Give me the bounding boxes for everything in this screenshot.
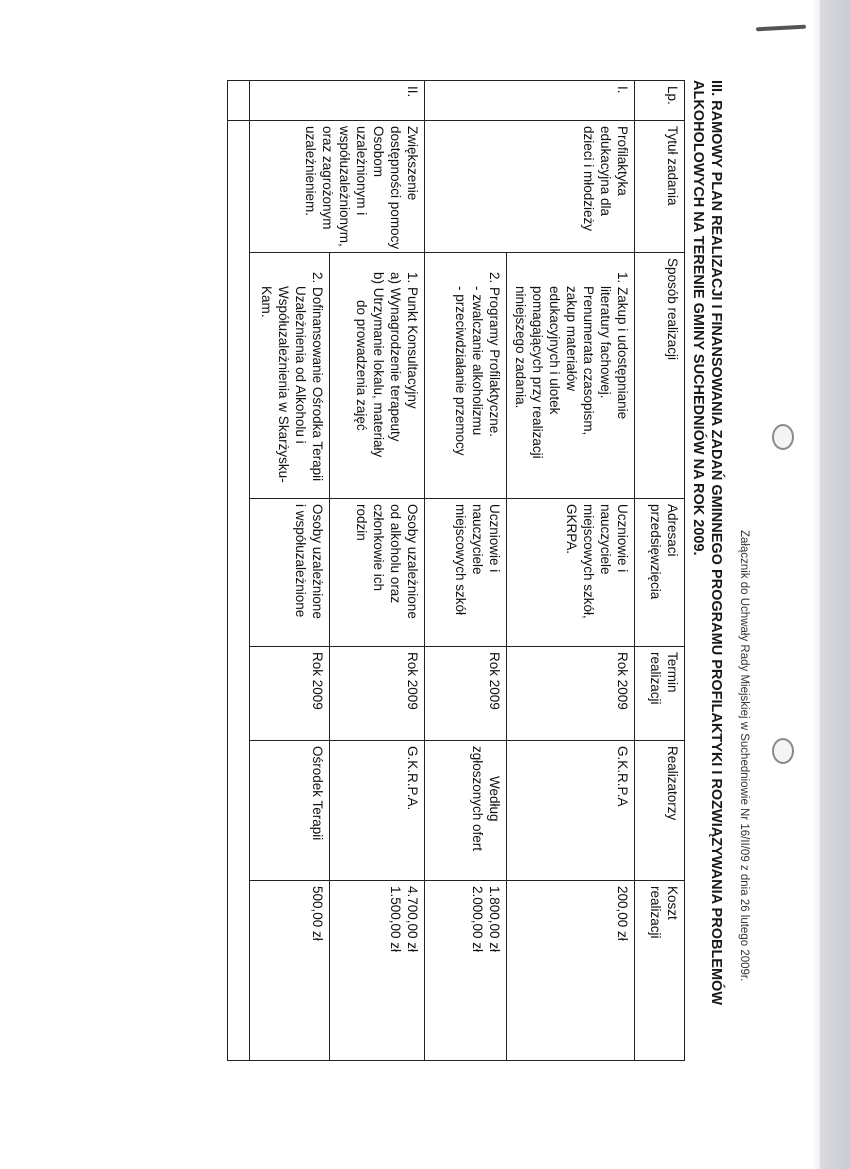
rotated-document (135, 80, 750, 1080)
row1-lp: I. (425, 81, 635, 121)
document-title (689, 80, 725, 1080)
row1b-cost: 1.800,00 zł 2.000,00 zł (425, 881, 507, 1061)
empty-cell (228, 81, 250, 121)
empty-cell (228, 121, 250, 1061)
row2b-date: Rok 2009 (250, 647, 330, 741)
row1b-date: Rok 2009 (425, 647, 507, 741)
attachment-note: Załącznik do Uchwały Rady Miejskiej w Suchedniowie Nr 16/II/09 z dnia 26 lutego 2009r. (738, 530, 750, 982)
col-lp: Lp. (635, 81, 685, 121)
row1a-date: Rok 2009 (507, 647, 635, 741)
table-row (330, 81, 425, 1061)
col-tytul: Tytuł zadania (635, 121, 685, 253)
title-line-2: ALKOHOLOWYCH NA TERENIE GMINY SUCHEDNIÓW NA ROK 2009. (690, 80, 706, 556)
col-realizatorzy: Realizatorzy (635, 741, 685, 881)
pen-mark (756, 25, 806, 32)
row2b-executor: Ośrodek Terapii (250, 741, 330, 881)
row2a-executor: G.K.R.P.A. (330, 741, 425, 881)
row1b-method: 2. Programy Profilaktyczne. - zwalczanie alkoholizmu - przeciwdziałanie przemocy (425, 253, 507, 499)
table-row-empty (228, 81, 250, 1061)
row2-lp: II. (250, 81, 425, 121)
scanner-edge (820, 0, 850, 1169)
title-line-1: III. RAMOWY PLAN REALIZACJI I FINANSOWANIA ZADAŃ GMINNEGO PROGRAMU PROFILAKTYKI I ROZWIĄZYWANIA PROBLEMÓW (708, 80, 724, 1006)
row1a-method: 1. Zakup i udostępnianie literatury fachowej. Prenumerata czasopism, zakup materiałów edukacyjnych i ulotek pomagających przy realizacji niniejszego zadania. (507, 253, 635, 499)
row2a-cost: 4.700,00 zł 1.500,00 zł (330, 881, 425, 1061)
col-koszt: Koszt realizacji (635, 881, 685, 1061)
punch-hole-bottom (772, 738, 794, 764)
row2b-cost: 500,00 zł (250, 881, 330, 1061)
row2-title: Zwiększenie dostępności pomocy Osobom uzależnionym i współuzależnionym, oraz zagrożonym uzależnieniem. (250, 121, 425, 253)
col-adresaci: Adresaci przedsięwzięcia (635, 499, 685, 647)
row2a-date: Rok 2009 (330, 647, 425, 741)
row2a-method: 1. Punkt Konsultacyjny a) Wynagrodzenie terapeuty b) Utrzymanie lokalu, materiały do prowadzenia zajęć (330, 253, 425, 499)
col-termin: Termin realizacji (635, 647, 685, 741)
punch-hole-top (772, 424, 794, 450)
row2b-recipients: Osoby uzależnione i współuzależnione (250, 499, 330, 647)
row1a-executor: G.K.R.P.A (507, 741, 635, 881)
row2a-recipients: Osoby uzależnione od alkoholu oraz członkowie ich rodzin (330, 499, 425, 647)
plan-table (227, 80, 685, 1061)
table-row (507, 81, 635, 1061)
col-sposob: Sposób realizacji (635, 253, 685, 499)
row2b-method: 2. Dofinansowanie Ośrodka Terapii Uzależnienia od Alkoholu i Współuzależnienia w Skarżysku- Kam. (250, 253, 330, 499)
row1a-recipients: Uczniowie i nauczyciele miejscowych szkół, GKRPA. (507, 499, 635, 647)
header-row (635, 81, 685, 1061)
row1a-cost: 200,00 zł (507, 881, 635, 1061)
row1b-recipients: Uczniowie i nauczyciele miejscowych szkół (425, 499, 507, 647)
row1b-executor: Według zgłoszonych ofert (425, 741, 507, 881)
row1-title: Profilaktyka edukacyjna dla dzieci i młodzieży (425, 121, 635, 253)
